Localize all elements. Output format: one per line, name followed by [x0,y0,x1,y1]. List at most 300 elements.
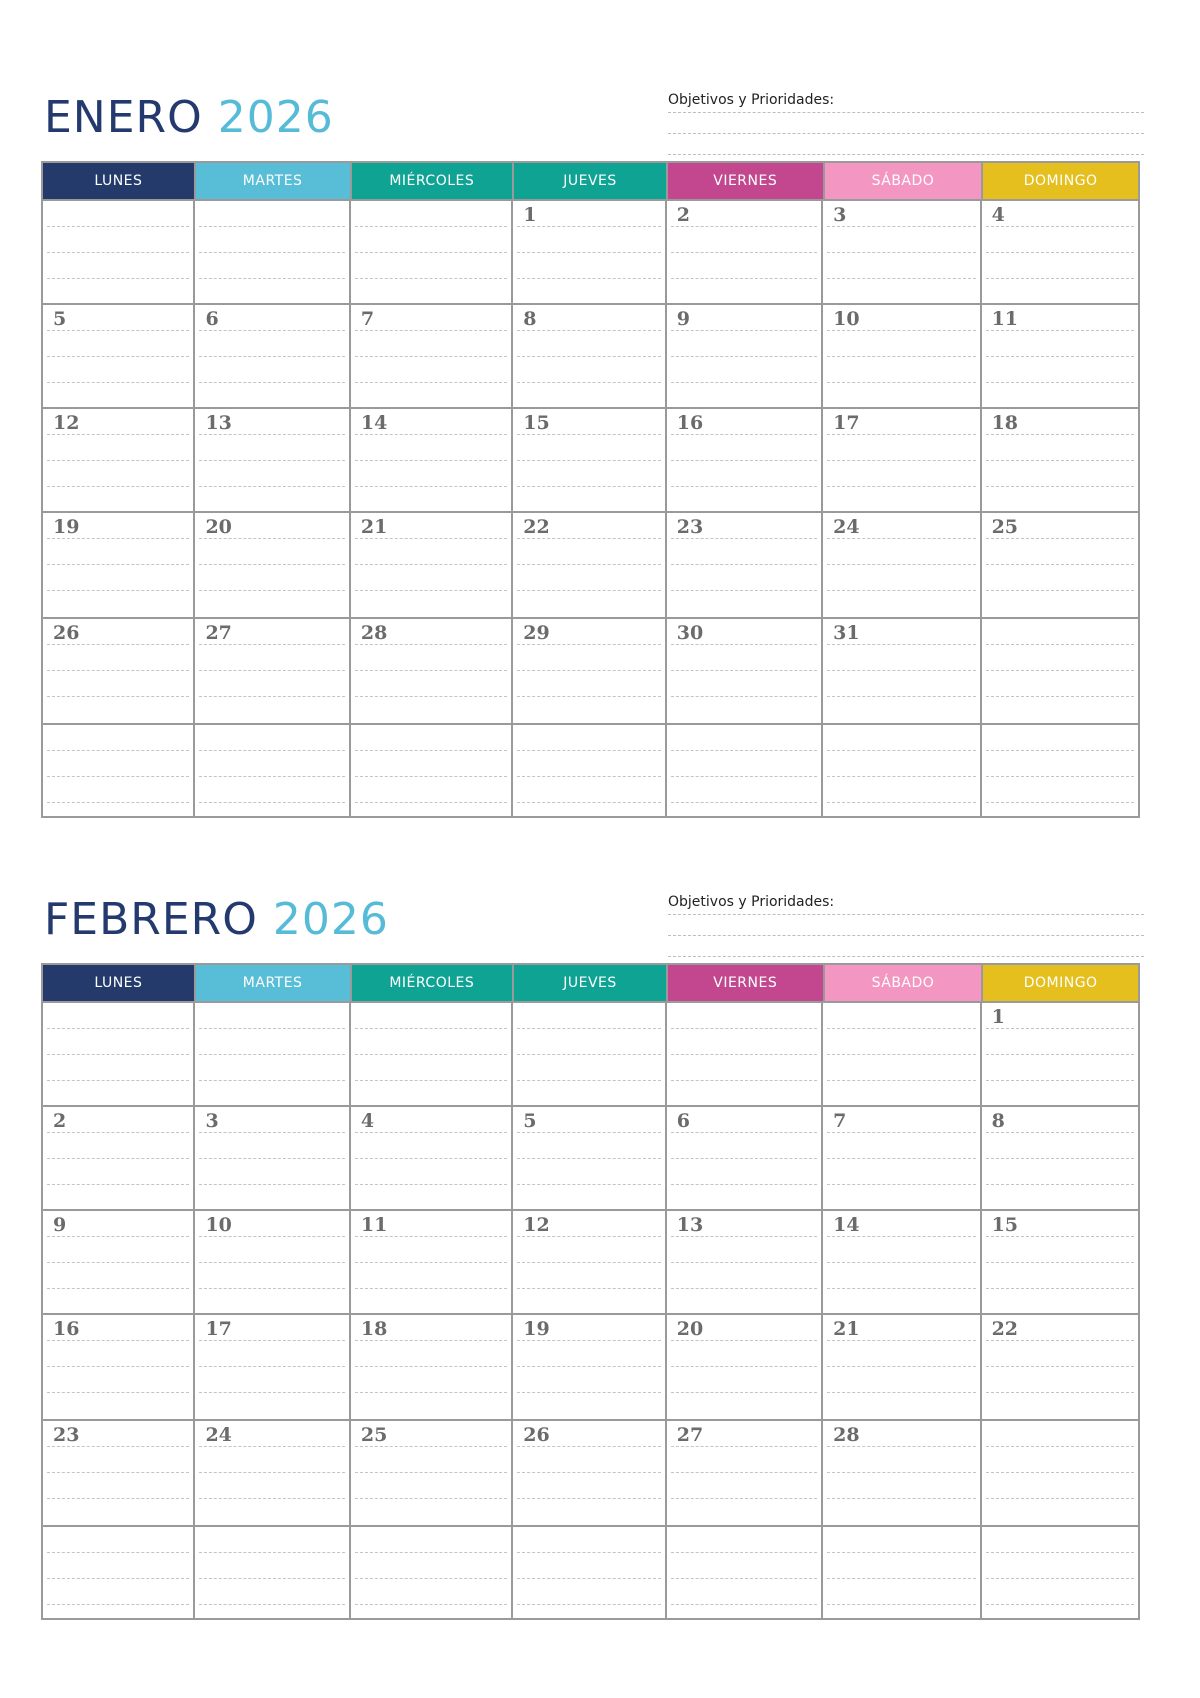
day-number: 14 [833,1214,860,1236]
day-cell[interactable] [982,1107,1138,1209]
writing-line [355,1392,507,1393]
day-number: 15 [523,412,550,434]
writing-line [199,1472,344,1473]
day-cell[interactable] [43,409,195,511]
day-cell[interactable] [667,305,823,407]
month-name: ENERO [44,92,203,143]
writing-line [199,1604,344,1605]
day-number: 21 [360,516,388,538]
writing-line [355,802,507,803]
goals-line[interactable] [668,935,1144,936]
writing-line [517,802,660,803]
day-cell[interactable] [982,1315,1138,1419]
writing-line [355,1578,507,1579]
day-cell[interactable] [195,409,350,511]
day-cell[interactable] [982,1527,1138,1620]
writing-line [517,1080,660,1081]
writing-line [47,1578,189,1579]
day-cell[interactable] [43,513,195,617]
writing-line [986,1132,1134,1133]
writing-line [199,486,344,487]
writing-line [199,1054,344,1055]
writing-line [199,1028,344,1029]
day-cell[interactable] [513,725,666,818]
day-cell[interactable] [513,513,666,617]
day-cell[interactable] [667,201,823,303]
day-number: 22 [991,1318,1019,1340]
day-number: 19 [53,516,80,538]
writing-line [517,1366,660,1367]
day-cell[interactable] [43,1421,195,1525]
day-cell[interactable] [823,725,981,818]
writing-line [671,1472,817,1473]
week-row [43,1421,1138,1527]
day-cell[interactable] [513,1003,666,1105]
writing-line [827,590,975,591]
day-cell[interactable] [351,1003,513,1105]
day-number: 26 [53,622,80,644]
day-number: 6 [676,1110,690,1132]
day-cell[interactable] [667,409,823,511]
weekday-header: MARTES [196,965,352,1001]
day-number: 18 [360,1318,388,1340]
writing-line [517,1184,660,1185]
writing-line [827,1132,975,1133]
day-number: 1 [991,1006,1005,1028]
day-number: 8 [523,308,537,330]
week-row [43,1107,1138,1211]
writing-line [199,1132,344,1133]
day-number: 13 [676,1214,704,1236]
day-cell[interactable] [667,1211,823,1313]
day-cell[interactable] [823,201,981,303]
day-cell[interactable] [667,1421,823,1525]
day-cell[interactable] [982,409,1138,511]
day-cell[interactable] [43,1527,195,1620]
goals-label: Objetivos y Prioridades: [668,92,835,108]
day-number: 16 [676,412,704,434]
day-number: 10 [833,308,860,330]
day-cell[interactable] [982,1211,1138,1313]
day-cell[interactable] [43,725,195,818]
day-cell[interactable] [823,1527,981,1620]
writing-line [47,1498,189,1499]
goals-line[interactable] [668,112,1144,113]
day-number: 5 [523,1110,537,1132]
writing-line [986,1446,1134,1447]
writing-line [47,1552,189,1553]
day-cell[interactable] [351,305,513,407]
writing-line [986,564,1134,565]
writing-line [827,460,975,461]
writing-line [517,1132,660,1133]
writing-line [517,1288,660,1289]
writing-line [517,1392,660,1393]
day-cell[interactable] [513,1421,666,1525]
writing-line [986,278,1134,279]
writing-line [199,1392,344,1393]
day-cell[interactable] [351,1315,513,1419]
writing-line [47,696,189,697]
writing-line [47,278,189,279]
day-number: 28 [833,1424,860,1446]
writing-line [986,382,1134,383]
day-number: 10 [205,1214,232,1236]
weekday-header: JUEVES [514,965,668,1001]
day-cell[interactable] [195,1527,350,1620]
writing-line [671,1392,817,1393]
day-cell[interactable] [823,1107,981,1209]
day-cell[interactable] [195,619,350,723]
writing-line [355,776,507,777]
day-number: 14 [360,412,388,434]
day-cell[interactable] [513,201,666,303]
writing-line [355,1080,507,1081]
day-cell[interactable] [351,409,513,511]
day-number: 25 [360,1424,388,1446]
writing-line [47,382,189,383]
day-cell[interactable] [351,1211,513,1313]
writing-line [827,1498,975,1499]
day-cell[interactable] [351,1107,513,1209]
day-number: 26 [523,1424,550,1446]
day-cell[interactable] [351,619,513,723]
writing-line [355,1184,507,1185]
day-cell[interactable] [667,619,823,723]
writing-line [47,1054,189,1055]
writing-line [355,1604,507,1605]
writing-line [986,1392,1134,1393]
day-cell[interactable] [667,513,823,617]
writing-line [199,1158,344,1159]
day-cell[interactable] [351,201,513,303]
goals-line[interactable] [668,154,1144,155]
day-number: 1 [523,204,537,226]
calendar-grid [41,161,1140,818]
day-cell[interactable] [43,1315,195,1419]
day-cell[interactable] [667,1527,823,1620]
writing-line [47,356,189,357]
day-cell[interactable] [823,1315,981,1419]
weekday-header: LUNES [43,965,196,1001]
writing-line [827,382,975,383]
goals-section [668,892,1144,957]
week-row [43,513,1138,619]
goals-line[interactable] [668,914,1144,915]
day-cell[interactable] [43,1003,195,1105]
day-cell[interactable] [823,1211,981,1313]
writing-line [517,1054,660,1055]
writing-line [671,696,817,697]
writing-line [355,356,507,357]
year: 2026 [272,894,389,945]
day-number: 20 [676,1318,704,1340]
year: 2026 [217,92,334,143]
writing-line [47,590,189,591]
writing-line [827,356,975,357]
day-number: 6 [205,308,219,330]
writing-line [199,1552,344,1553]
writing-line [517,1028,660,1029]
writing-line [199,1288,344,1289]
weekday-header: MIÉRCOLES [352,163,515,199]
writing-line [671,486,817,487]
writing-line [986,1158,1134,1159]
writing-line [355,1498,507,1499]
day-number: 13 [205,412,232,434]
writing-line [47,1184,189,1185]
writing-line [827,226,975,227]
writing-line [199,330,344,331]
day-number: 27 [205,622,232,644]
writing-line [986,1498,1134,1499]
writing-line [47,1366,189,1367]
day-cell[interactable] [43,1107,195,1209]
day-number: 30 [676,622,704,644]
day-number: 21 [833,1318,860,1340]
day-cell[interactable] [513,305,666,407]
writing-line [671,776,817,777]
writing-line [47,1288,189,1289]
writing-line [47,1604,189,1605]
writing-line [517,252,660,253]
weekday-header: LUNES [43,163,196,199]
writing-line [827,486,975,487]
day-cell[interactable] [351,725,513,818]
week-row [43,725,1138,818]
week-row [43,1527,1138,1620]
writing-line [355,1054,507,1055]
writing-line [517,564,660,565]
writing-line [986,356,1134,357]
writing-line [355,278,507,279]
writing-line [671,1288,817,1289]
writing-line [199,1184,344,1185]
weekday-header: DOMINGO [983,163,1138,199]
day-number: 12 [523,1214,550,1236]
day-cell[interactable] [982,201,1138,303]
day-cell[interactable] [823,305,981,407]
writing-line [199,252,344,253]
writing-line [517,356,660,357]
weekday-header: VIERNES [668,965,825,1001]
day-cell[interactable] [513,1315,666,1419]
day-cell[interactable] [982,1421,1138,1525]
day-cell[interactable] [513,1211,666,1313]
goals-line[interactable] [668,133,1144,134]
writing-line [355,1132,507,1133]
writing-line [47,1262,189,1263]
day-cell[interactable] [513,1107,666,1209]
day-cell[interactable] [667,1315,823,1419]
writing-line [986,590,1134,591]
writing-line [517,382,660,383]
day-number: 9 [676,308,690,330]
day-cell[interactable] [195,1211,350,1313]
writing-line [986,226,1134,227]
writing-line [199,670,344,671]
writing-line [671,590,817,591]
goals-line[interactable] [668,956,1144,957]
week-row [43,305,1138,409]
day-cell[interactable] [195,1003,350,1105]
writing-line [517,460,660,461]
day-cell[interactable] [982,619,1138,723]
day-number: 28 [360,622,388,644]
writing-line [986,460,1134,461]
day-cell[interactable] [195,513,350,617]
day-cell[interactable] [667,725,823,818]
day-cell[interactable] [823,513,981,617]
week-row [43,1211,1138,1315]
writing-line [47,776,189,777]
writing-line [986,696,1134,697]
day-number: 24 [833,516,860,538]
writing-line [47,460,189,461]
writing-line [671,1158,817,1159]
writing-line [827,1262,975,1263]
writing-line [827,1028,975,1029]
day-cell[interactable] [195,725,350,818]
day-number: 27 [676,1424,704,1446]
day-cell[interactable] [982,1003,1138,1105]
writing-line [199,1080,344,1081]
writing-line [355,1028,507,1029]
writing-line [986,1552,1134,1553]
writing-line [355,1262,507,1263]
writing-line [827,1552,975,1553]
day-number: 24 [205,1424,232,1446]
writing-line [986,802,1134,803]
week-row [43,619,1138,725]
writing-line [986,1184,1134,1185]
day-cell[interactable] [513,409,666,511]
day-cell[interactable] [351,1527,513,1620]
writing-line [517,226,660,227]
day-cell[interactable] [43,201,195,303]
writing-line [355,330,507,331]
writing-line [355,750,507,751]
day-cell[interactable] [667,1003,823,1105]
weekday-header: VIERNES [668,163,825,199]
day-cell[interactable] [351,1421,513,1525]
day-cell[interactable] [982,725,1138,818]
writing-line [47,750,189,751]
day-number: 2 [53,1110,67,1132]
writing-line [671,1028,817,1029]
writing-line [986,1028,1134,1029]
writing-line [671,356,817,357]
writing-line [671,1498,817,1499]
day-number: 9 [53,1214,67,1236]
day-number: 31 [833,622,860,644]
day-cell[interactable] [195,305,350,407]
writing-line [355,564,507,565]
writing-line [517,278,660,279]
writing-line [355,1288,507,1289]
writing-line [47,1236,189,1237]
weekday-header-row [43,163,1138,201]
writing-line [986,252,1134,253]
day-number: 20 [205,516,232,538]
day-number: 23 [53,1424,80,1446]
writing-line [47,564,189,565]
day-number: 11 [991,308,1019,330]
day-cell[interactable] [823,1003,981,1105]
month-name: FEBRERO [44,894,258,945]
day-number: 22 [523,516,550,538]
writing-line [517,750,660,751]
writing-line [827,1080,975,1081]
weekday-header: SÁBADO [825,163,984,199]
day-cell[interactable] [667,1107,823,1209]
writing-line [199,1578,344,1579]
day-cell[interactable] [351,513,513,617]
writing-line [355,590,507,591]
writing-line [671,1080,817,1081]
writing-line [986,750,1134,751]
weekday-header: MARTES [196,163,352,199]
day-cell[interactable] [982,305,1138,407]
writing-line [517,1552,660,1553]
day-cell[interactable] [43,619,195,723]
writing-line [199,564,344,565]
day-number: 19 [523,1318,550,1340]
writing-line [355,252,507,253]
writing-line [517,1472,660,1473]
day-cell[interactable] [513,619,666,723]
day-cell[interactable] [43,1211,195,1313]
writing-line [355,1472,507,1473]
writing-line [199,750,344,751]
day-number: 3 [833,204,847,226]
writing-line [47,486,189,487]
writing-line [827,776,975,777]
writing-line [199,696,344,697]
day-cell[interactable] [823,409,981,511]
day-cell[interactable] [195,201,350,303]
writing-line [827,1288,975,1289]
weekday-header: DOMINGO [983,965,1138,1001]
writing-line [517,1498,660,1499]
writing-line [986,1578,1134,1579]
day-cell[interactable] [513,1527,666,1620]
writing-line [355,1552,507,1553]
day-number: 4 [991,204,1005,226]
day-cell[interactable] [195,1315,350,1419]
day-cell[interactable] [823,619,981,723]
writing-line [517,590,660,591]
day-cell[interactable] [823,1421,981,1525]
writing-line [355,486,507,487]
writing-line [986,486,1134,487]
writing-line [827,750,975,751]
day-number: 17 [833,412,860,434]
writing-line [986,1472,1134,1473]
day-cell[interactable] [195,1421,350,1525]
day-cell[interactable] [982,513,1138,617]
day-cell[interactable] [43,305,195,407]
day-number: 17 [205,1318,232,1340]
writing-line [986,776,1134,777]
writing-line [199,382,344,383]
writing-line [671,1578,817,1579]
writing-line [47,1392,189,1393]
writing-line [827,564,975,565]
day-cell[interactable] [195,1107,350,1209]
writing-line [199,278,344,279]
writing-line [671,1552,817,1553]
